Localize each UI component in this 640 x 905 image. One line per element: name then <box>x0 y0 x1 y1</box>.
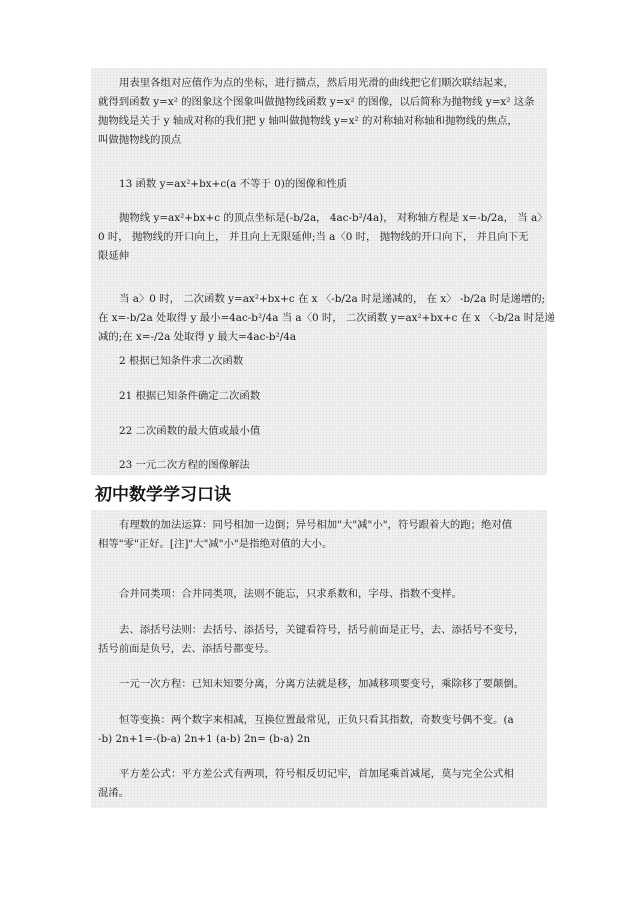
text-line: 混淆。 <box>98 787 130 799</box>
text-line: 平方差公式：平方差公式有两项，符号相反切记牢，首加尾乘首减尾，莫与完全公式相 <box>119 768 514 780</box>
paragraph-section-21 <box>98 387 544 406</box>
text-line: -b) 2n+1=-(b-a) 2n+1 (a-b) 2n= (b-a) 2n <box>98 733 311 745</box>
paragraph-monotonicity <box>98 290 555 347</box>
text-line: 去、添括号法则：去括号、添括号，关键看符号，括号前面是正号，去、添括号不变号， <box>119 624 525 636</box>
paragraph-section-23 <box>98 456 544 475</box>
text-line: 合并同类项：合并同类项，法则不能忘，只求系数和，字母、指数不变样。 <box>119 588 462 600</box>
text-line: 括号前面是负号，去、添括号都变号。 <box>98 643 275 655</box>
text-line: 一元一次方程：已知未知要分离，分离方法就是移，加减移项要变号，乘除移了要颠倒。 <box>119 678 525 690</box>
paragraph-vertex-axis <box>98 209 548 266</box>
text-line: 21 根据已知条件确定二次函数 <box>119 390 261 402</box>
text-line: 当 a〉0 时， 二次函数 y=ax²+bx+c 在 x 〈-b/2a 时是递减的， 在 x〉 -b/2a 时是递增的; <box>119 293 546 305</box>
text-line: 有理数的加法运算：同号相加一边倒；异号相加"大"减"小"，符号跟着大的跑；绝对值 <box>119 519 513 531</box>
text-line: 恒等变换：两个数字来相减，互换位置最常见，正负只看其指数，奇数变号偶不变。(a <box>119 714 514 726</box>
text-line: 减的;在 x=-/2a 处取得 y 最大=4ac-b²/4a <box>98 331 297 343</box>
text-line: 就得到函数 y=x² 的图象这个图象叫做抛物线函数 y=x² 的图像，以后简称为抛物线 y=x² 这条 <box>98 96 535 108</box>
text-line: 限延伸 <box>98 250 130 262</box>
paragraph-parabola-definition <box>98 74 544 150</box>
shaded-text-block-bottom <box>91 510 547 808</box>
text-line: 相等"零"正好。[注]"大"减"小"是指绝对值的大小。 <box>98 538 333 550</box>
text-line: 22 二次函数的最大值或最小值 <box>119 425 261 437</box>
paragraph-addition-rule <box>98 516 544 554</box>
text-line: 在 x=-b/2a 处取得 y 最小=4ac-b²/4a 当 a〈0 时， 二次函数 y=ax²+bx+c 在 x 〈-b/2a 时是递 <box>98 312 555 324</box>
paragraph-identity-transform <box>98 711 544 749</box>
text-line: 叫做抛物线的顶点 <box>98 134 182 146</box>
section-heading: 初中数学学习口诀 <box>95 485 231 505</box>
paragraph-like-terms <box>98 585 544 604</box>
text-line: 23 一元二次方程的图像解法 <box>119 459 250 471</box>
text-line: 13 函数 y=ax²+bx+c(a 不等于 0)的图像和性质 <box>119 178 348 190</box>
paragraph-section-22 <box>98 422 544 441</box>
paragraph-section-13 <box>98 175 544 194</box>
text-line: 0 时， 抛物线的开口向上， 并且向上无限延伸;当 a〈0 时， 抛物线的开口向下， 并且向下无 <box>98 231 529 243</box>
text-line: 用表里各组对应值作为点的坐标，进行描点，然后用光滑的曲线把它们顺次联结起来， <box>119 77 514 89</box>
text-line: 2 根据已知条件求二次函数 <box>119 355 244 367</box>
paragraph-difference-of-squares <box>98 765 544 803</box>
paragraph-linear-equation <box>98 675 544 694</box>
paragraph-brackets-rule <box>98 621 544 659</box>
paragraph-section-2 <box>98 352 544 371</box>
text-line: 抛物线 y=ax²+bx+c 的顶点坐标是(-b/2a， 4ac-b²/4a)， 对称轴方程是 x=-b/2a， 当 a〉 <box>119 212 548 224</box>
text-line: 抛物线是关于 y 轴成对称的我们把 y 轴叫做抛物线 y=x² 的对称轴对称轴和抛物线的焦点， <box>98 115 518 127</box>
